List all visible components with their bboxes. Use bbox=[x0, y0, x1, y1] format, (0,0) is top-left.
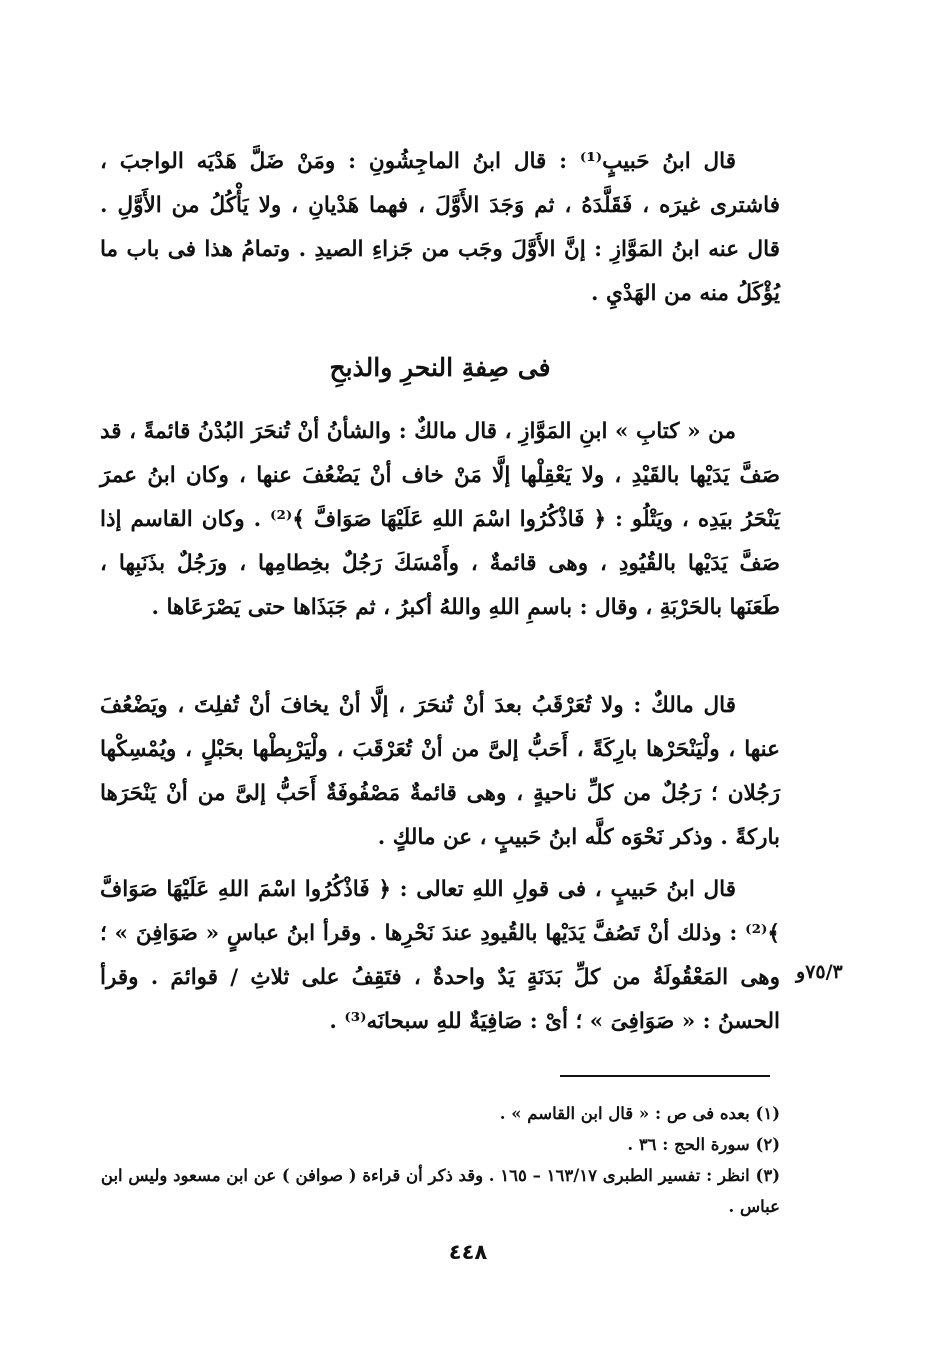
section-heading: فى صِفةِ النحرِ والذبحِ bbox=[329, 353, 551, 382]
paragraph-ibn-mawwaz-nahr: من « كتابِ » ابنِ المَوَّازِ ، قال مالكٌ : والشأنُ أنْ تُنحَرَ البُدْنُ قائمةً ، قد صَفَّ يَدَيْها بالقَيْدِ ، ولا يَعْقِلْها إلَّا مَنْ خاف أنْ يَضْعُفَ عنها ، وكان ابنُ عمرَ يَنْحَرُ بيَدِه ، ويَتْلُو : ﴿ فَاذْكُرُوا اسْمَ اللهِ عَلَيْهَا صَوَافَّ ﴾⁽²⁾ . وكان القاسم إذا صَفَّ يَدَيْها بالقُيُودِ ، وهى قائمةٌ ، وأَمْسَكَ رَجُلٌ بخِطامِها ، ورَجُلٌ بذَنَبِها ، طَعَنَها بالحَرْبَةِ ، وقال : باسمِ اللهِ واللهُ أكبرُ ، ثم جَبَذَاها حتى يَصْرَعَاها . bbox=[100, 419, 781, 620]
paragraph-block-3 bbox=[100, 684, 780, 860]
footnote-separator bbox=[560, 1075, 770, 1077]
footnotes bbox=[100, 1098, 780, 1222]
paragraph-block-2 bbox=[100, 410, 780, 630]
paragraph-ibn-habib-sawaff: قال ابنُ حَبيبٍ ، فى قولِ اللهِ تعالى : ﴿ فَاذْكُرُوا اسْمَ اللهِ عَلَيْهَا صَوَافَّ ﴾⁽²⁾ : وذلك أنْ تَصُفَّ يَدَيْها بالقُيودِ عندَ نَحْرِها . وقرأ ابنُ عباسٍ « صَوَافِنَ » ؛ وهى المَعْقُولَةُ من كلِّ بَدَنَةٍ يَدٌ واحدةٌ ، فتَقِفُ على ثلاثِ / قوائمَ . وقرأ الحسنُ : « صَوَافِىَ » ؛ أىْ : صَافِيَةٌ للهِ سبحانَه⁽³⁾ . bbox=[100, 877, 780, 1034]
footnote-1: (١) بعده فى ص : « قال ابن القاسم » . bbox=[499, 1104, 780, 1123]
footnote-2: (٢) سورة الحج : ٣٦ . bbox=[627, 1135, 780, 1154]
manuscript-folio-note: ٧٥/٣و bbox=[796, 961, 843, 983]
footnote-3: (٣) انظر : تفسير الطبرى ١٦٣/١٧ – ١٦٥ . وقد ذكر أن قراءة ( صوافن ) عن ابن مسعود وليس ابن عباس . bbox=[100, 1166, 780, 1216]
page-number: ٤٤٨ bbox=[448, 1240, 488, 1264]
paragraph-malik-urqub: قال مالكٌ : ولا تُعَرْقَبُ بعدَ أنْ تُنحَرَ ، إلَّا أنْ يخافَ أنْ تُفلِتَ ، ويَضْعُفَ عنها ، ولْيَنْحَرْها بارِكَةً ، أَحَبُّ إلىَّ من أنْ تُعَرْقَبَ ، ولْيَرْبِطْها بحَبْلٍ ، ويُمْسِكْها رَجُلان ؛ رَجُلٌ من كلِّ ناحيةٍ ، وهى قائمةٌ مَصْفُوفَةٌ أَحَبُّ إلىَّ من أنْ يَنْحَرَها باركةً . وذكر نَحْوَه كلَّه ابنُ حَبيبٍ ، عن مالكٍ . bbox=[100, 693, 780, 850]
paragraph-ibn-habib-hady: قال ابنُ حَبيبٍ⁽¹⁾ : قال ابنُ الماجِشُونِ : ومَنْ ضَلَّ هَدْيَه الواجبَ ، فاشترى غيرَه ، فَقَلَّدَهُ ، ثم وَجَدَ الأَوَّلَ ، فهما هَدْيانِ ، ولا يَأْكُلُ من الأَوَّلِ . قال عنه ابنُ المَوَّازِ : إنَّ الأَوَّلَ وجَب من جَزاءِ الصيدِ . وتمامُ هذا فى باب ما يُؤْكَلُ منه من الهَدْيِ . bbox=[100, 149, 780, 306]
paragraph-block-1 bbox=[100, 140, 780, 316]
paragraph-block-4 bbox=[100, 868, 780, 1044]
